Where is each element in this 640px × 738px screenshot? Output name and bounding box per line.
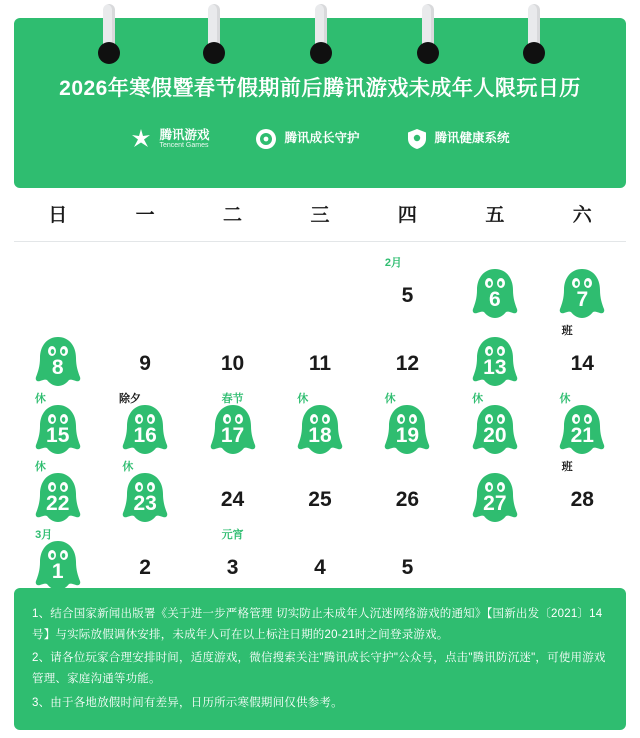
day-number: 1 bbox=[51, 559, 64, 583]
day-number: 21 bbox=[570, 423, 594, 447]
binder-ring bbox=[203, 4, 225, 66]
day-tag-label: 休 bbox=[297, 393, 309, 405]
calendar-cell-empty bbox=[101, 262, 188, 330]
day-marker bbox=[380, 393, 434, 458]
weekday-thu: 四 bbox=[397, 205, 417, 226]
calendar-day-cell[interactable] bbox=[189, 330, 276, 398]
day-marker bbox=[118, 461, 172, 526]
day-tag-label: 班 bbox=[561, 461, 573, 473]
day-number: 12 bbox=[395, 351, 420, 375]
calendar-day-cell[interactable] bbox=[539, 393, 626, 466]
calendar-day-cell[interactable] bbox=[101, 393, 188, 466]
day-number: 20 bbox=[483, 423, 507, 447]
day-marker bbox=[468, 336, 522, 390]
day-tag-label: 班 bbox=[561, 325, 573, 337]
calendar-day-cell[interactable] bbox=[14, 330, 101, 398]
day-tag-label: 休 bbox=[34, 393, 46, 405]
calendar-day-cell[interactable] bbox=[539, 262, 626, 330]
calendar-day-cell[interactable] bbox=[364, 330, 451, 398]
day-number: 10 bbox=[220, 351, 245, 375]
day-number: 18 bbox=[308, 423, 332, 447]
day-number: 7 bbox=[576, 287, 589, 311]
day-tag-label: 2月 bbox=[384, 257, 402, 269]
weekday-wed: 三 bbox=[310, 205, 330, 226]
calendar-day-cell[interactable] bbox=[101, 330, 188, 398]
calendar-day-cell[interactable] bbox=[451, 466, 538, 534]
brand-label: 腾讯健康系统 bbox=[434, 131, 510, 146]
day-marker bbox=[555, 325, 609, 390]
day-number: 14 bbox=[570, 351, 594, 375]
binder-rings bbox=[0, 0, 640, 80]
day-marker bbox=[31, 336, 85, 390]
binder-ring bbox=[310, 4, 332, 66]
day-marker bbox=[380, 257, 434, 322]
binder-ring bbox=[523, 4, 545, 66]
day-number: 5 bbox=[401, 283, 414, 307]
weekday-sat: 六 bbox=[572, 205, 592, 226]
day-marker bbox=[468, 268, 522, 322]
calendar-day-cell[interactable] bbox=[539, 461, 626, 534]
day-tag-label: 休 bbox=[559, 393, 571, 405]
day-number: 15 bbox=[46, 423, 70, 447]
calendar-day-cell[interactable] bbox=[451, 262, 538, 330]
day-number: 16 bbox=[133, 423, 157, 447]
calendar-day-cell[interactable] bbox=[364, 257, 451, 330]
weekday-mon: 一 bbox=[135, 205, 155, 226]
calendar-day-cell[interactable] bbox=[14, 393, 101, 466]
day-number: 9 bbox=[139, 351, 151, 375]
day-tag-label: 休 bbox=[122, 461, 134, 473]
day-number: 19 bbox=[395, 423, 420, 447]
day-marker bbox=[468, 472, 522, 526]
calendar-day-cell[interactable] bbox=[451, 393, 538, 466]
day-marker bbox=[293, 336, 347, 390]
calendar-day-cell[interactable] bbox=[364, 393, 451, 466]
day-number: 13 bbox=[483, 355, 507, 379]
weekday-fri: 五 bbox=[485, 205, 505, 226]
brand-label: 腾讯游戏 Tencent Games bbox=[159, 127, 210, 149]
note-item: 3、由于各地放假时间有差异，日历所示寒假期间仅供参考。 bbox=[32, 696, 343, 709]
day-number: 4 bbox=[314, 555, 326, 579]
star-icon bbox=[130, 128, 152, 150]
calendar-day-cell[interactable] bbox=[101, 461, 188, 534]
calendar-day-cell[interactable] bbox=[276, 393, 363, 466]
weekday-sun: 日 bbox=[48, 205, 68, 226]
day-tag-label: 3月 bbox=[35, 529, 53, 541]
day-marker bbox=[118, 393, 172, 458]
day-marker bbox=[293, 472, 347, 526]
brand-growth-guard bbox=[255, 128, 359, 150]
day-number: 27 bbox=[483, 491, 507, 515]
brand-health-system bbox=[406, 128, 510, 150]
day-tag-label: 除夕 bbox=[119, 393, 141, 405]
brand-tencent-games bbox=[130, 128, 209, 150]
calendar-day-cell[interactable] bbox=[451, 330, 538, 398]
calendar-cell-empty bbox=[276, 262, 363, 330]
brand-label: 腾讯成长守护 bbox=[284, 131, 360, 146]
page-title: 2026年寒假暨春节假期前后腾讯游戏未成年人限玩日历 bbox=[59, 77, 581, 100]
day-marker bbox=[380, 472, 434, 526]
day-tag-label: 休 bbox=[472, 393, 484, 405]
calendar-day-cell[interactable] bbox=[276, 466, 363, 534]
day-marker bbox=[293, 540, 347, 594]
day-number: 6 bbox=[489, 287, 501, 311]
circle-icon bbox=[255, 128, 277, 150]
day-tag-label: 休 bbox=[34, 461, 46, 473]
day-number: 24 bbox=[220, 487, 245, 511]
note-item: 2、请各位玩家合理安排时间，适度游戏，微信搜索关注"腾讯成长守护"公众号，点击"腾讯防沉迷"，可使用游戏管理、家庭沟通等功能。 bbox=[32, 652, 606, 686]
day-marker bbox=[380, 540, 434, 594]
day-marker bbox=[380, 336, 434, 390]
calendar-cell-empty bbox=[189, 262, 276, 330]
day-marker bbox=[555, 393, 609, 458]
day-number: 22 bbox=[46, 491, 70, 515]
footer-notes bbox=[14, 588, 626, 730]
day-marker bbox=[206, 472, 260, 526]
brand-row bbox=[14, 128, 626, 150]
day-number: 3 bbox=[226, 555, 239, 579]
binder-ring bbox=[417, 4, 439, 66]
day-marker bbox=[468, 393, 522, 458]
day-number: 25 bbox=[308, 487, 332, 511]
binder-ring bbox=[98, 4, 120, 66]
day-marker bbox=[118, 336, 172, 390]
day-number: 26 bbox=[395, 487, 420, 511]
note-item: 1、结合国家新闻出版署《关于进一步严格管理 切实防止未成年人沉迷网络游戏的通知》【国新出发〔2021〕14号】与实际放假调休安排，未成年人可在以上标注日期的20-21时之间登录游戏。 bbox=[32, 607, 603, 641]
weekday-header bbox=[14, 200, 626, 242]
calendar-day-cell[interactable] bbox=[364, 466, 451, 534]
weekday-tue: 二 bbox=[223, 205, 243, 226]
day-marker bbox=[206, 336, 260, 390]
day-marker bbox=[293, 393, 347, 458]
day-tag-label: 元宵 bbox=[221, 529, 244, 541]
day-tag-label: 春节 bbox=[221, 393, 244, 405]
day-marker bbox=[555, 268, 609, 322]
day-number: 23 bbox=[133, 491, 157, 515]
calendar-day-cell[interactable] bbox=[189, 393, 276, 466]
calendar-day-cell[interactable] bbox=[276, 330, 363, 398]
day-number: 2 bbox=[139, 555, 151, 579]
day-number: 17 bbox=[220, 423, 245, 447]
day-marker bbox=[555, 461, 609, 526]
day-marker bbox=[118, 540, 172, 594]
day-marker bbox=[31, 393, 85, 458]
shield-icon bbox=[406, 128, 428, 150]
day-number: 28 bbox=[570, 487, 594, 511]
day-marker bbox=[206, 529, 260, 594]
day-marker bbox=[31, 529, 85, 594]
day-marker bbox=[31, 461, 85, 526]
calendar-day-cell[interactable] bbox=[189, 466, 276, 534]
calendar-day-cell[interactable] bbox=[539, 325, 626, 398]
calendar-cell-empty bbox=[14, 262, 101, 330]
calendar-day-cell[interactable] bbox=[14, 461, 101, 534]
calendar-grid bbox=[14, 257, 626, 602]
day-number: 11 bbox=[308, 351, 332, 375]
day-number: 8 bbox=[51, 355, 64, 379]
day-tag-label: 休 bbox=[384, 393, 396, 405]
day-number: 5 bbox=[401, 555, 414, 579]
day-marker bbox=[206, 393, 260, 458]
